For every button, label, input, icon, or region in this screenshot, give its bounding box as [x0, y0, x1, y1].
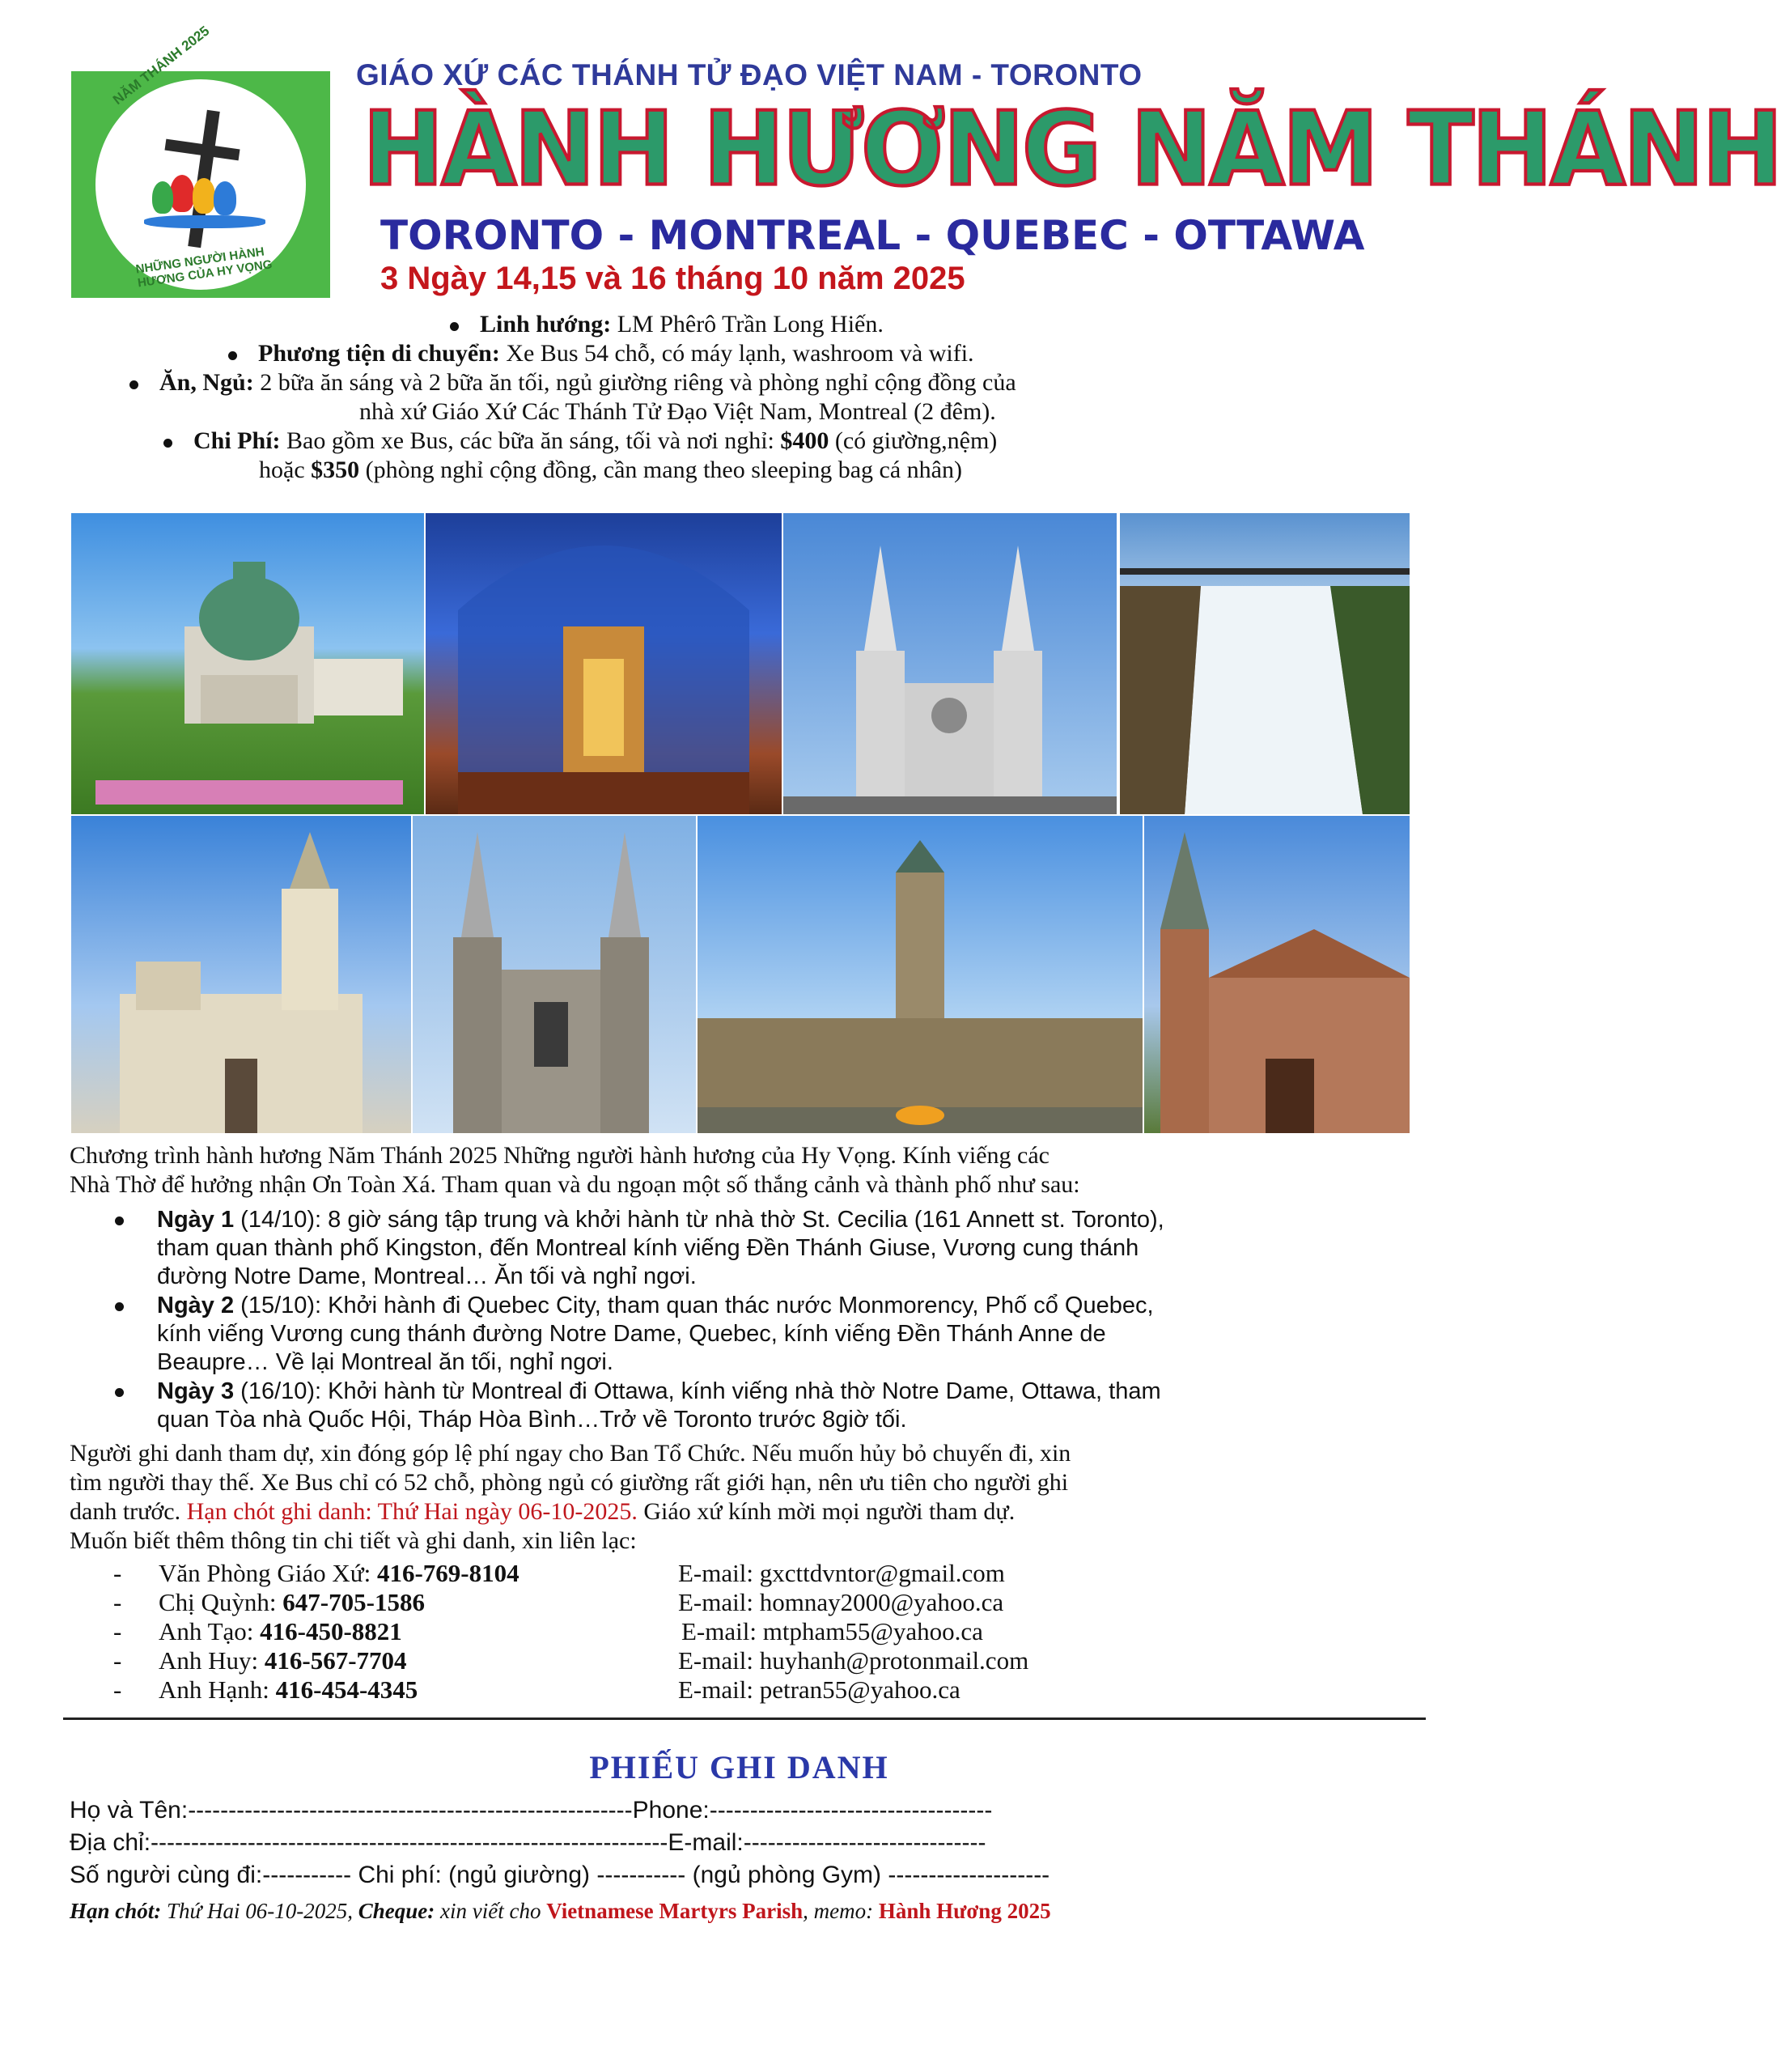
registration-text: danh trước. [70, 1498, 187, 1525]
footer-payment-note [70, 1899, 1051, 1924]
info-cost-line2 [259, 456, 962, 485]
contact-name: Anh Hạnh: [159, 1675, 276, 1704]
info-item-cost [163, 427, 997, 456]
quebec-basilica-illustration [71, 816, 411, 1133]
day-text: Beaupre… Về lại Montreal ăn tối, nghỉ ngơi. [157, 1349, 613, 1375]
day-label: Ngày 2 [157, 1293, 235, 1318]
divider [63, 1717, 1426, 1720]
contact-email: E-mail: huyhanh@protonmail.com [678, 1646, 1029, 1675]
photo-sainte-anne-de-beaupre [783, 513, 1117, 814]
form-attendees-cost-line[interactable]: Số người cùng đi:----------- Chi phí: (ngủ giường) ----------- (ngủ phòng Gym) -------------------- [70, 1862, 1050, 1888]
intro-line: Nhà Thờ để hưởng nhận Ơn Toàn Xá. Tham quan và du ngoạn một số thắng cảnh và thành phố như sau: [70, 1171, 1080, 1198]
oratory-illustration [71, 513, 424, 814]
contact-name: Anh Huy: [159, 1646, 265, 1675]
form-title: PHIẾU GHI DANH [589, 1749, 889, 1785]
registration-line [70, 1497, 1015, 1526]
form-address-email-line[interactable]: Địa chỉ:----------------------------------------------------------------E-mail:------------------------------ [70, 1829, 986, 1856]
info-text: Bao gồm xe Bus, các bữa ăn sáng, tối và nơi nghỉ: [280, 427, 781, 454]
info-label: Linh hướng: [480, 311, 612, 338]
jubilee-logo [71, 23, 330, 298]
logo-ring-bottom-text: NHỮNG NGƯỜI HÀNH HƯƠNG CỦA HY VỌNG [134, 244, 274, 291]
registration-line: tìm người thay thế. Xe Bus chỉ có 52 chỗ, phòng ngủ có giường rất giới hạn, nên ưu tiên cho người ghi [70, 1469, 1069, 1496]
contact-row: - [113, 1617, 122, 1645]
info-label: Chi Phí: [193, 427, 281, 454]
registration-line: Muốn biết thêm thông tin chi tiết và ghi danh, xin liên lạc: [70, 1527, 637, 1554]
bullet-icon [115, 1388, 124, 1397]
info-item-spiritual-director [450, 310, 884, 339]
photo-notre-dame-quebec [71, 816, 411, 1133]
contact-name-phone [159, 1559, 519, 1588]
photo-saint-joseph-oratory [71, 513, 424, 814]
bullet-icon [450, 322, 459, 331]
trip-dates: 3 Ngày 14,15 và 16 tháng 10 năm 2025 [380, 261, 965, 296]
bullet-icon [129, 380, 138, 389]
photo-notre-dame-ottawa [413, 816, 696, 1133]
contact-email: E-mail: petran55@yahoo.ca [678, 1675, 960, 1704]
bullet-icon [115, 1216, 124, 1225]
cities-subtitle: TORONTO - MONTREAL - QUEBEC - OTTAWA [380, 212, 1365, 259]
itinerary-day-3 [157, 1378, 1161, 1434]
info-label: Ăn, Ngủ: [159, 369, 254, 396]
contact-phone: 416-450-8821 [260, 1617, 402, 1645]
footer-memo: Hành Hương 2025 [878, 1899, 1051, 1923]
info-text: 2 bữa ăn sáng và 2 bữa ăn tối, ngủ giường riêng và phòng nghỉ cộng đồng của [253, 369, 1016, 396]
contact-name: Chị Quỳnh: [159, 1588, 283, 1616]
day-text: đường Notre Dame, Montreal… Ăn tối và nghỉ ngơi. [157, 1263, 697, 1289]
itinerary-day-1 [157, 1206, 1164, 1291]
church-illustration [1144, 816, 1410, 1133]
photo-montmorency-falls [1120, 513, 1410, 814]
day-text: kính viếng Vương cung thánh đường Notre Dame, Quebec, kính viếng Đền Thánh Anne de [157, 1321, 1106, 1347]
info-item-meals-lodging [129, 368, 1016, 397]
contact-row: - [113, 1588, 122, 1616]
day-label: Ngày 1 [157, 1207, 235, 1233]
contact-row: - [113, 1675, 122, 1704]
registration-deadline: Hạn chót ghi danh: Thứ Hai ngày 06-10-2025. [186, 1498, 638, 1525]
info-text: (phòng nghỉ cộng đồng, cần mang theo sleeping bag cá nhân) [359, 456, 962, 483]
intro-line: Chương trình hành hương Năm Thánh 2025 Những người hành hương của Hy Vọng. Kính viếng các [70, 1142, 1050, 1169]
pilgrim-figure-icon [152, 181, 173, 214]
contact-email: E-mail: gxcttdvntor@gmail.com [678, 1559, 1005, 1587]
itinerary-day-2 [157, 1292, 1154, 1377]
photo-church-montreal [1144, 816, 1410, 1133]
form-name-phone-line[interactable]: Họ và Tên:-------------------------------------------------------Phone:----------------------------------- [70, 1797, 993, 1824]
day-text: (14/10): 8 giờ sáng tập trung và khởi hành từ nhà thờ St. Cecilia (161 Annett st. Toronto), [234, 1207, 1164, 1233]
price-gym: $350 [311, 456, 360, 483]
footer-text: xin viết cho [435, 1899, 547, 1923]
bullet-icon [228, 351, 237, 360]
pilgrim-figure-icon [193, 178, 215, 214]
parliament-illustration [698, 816, 1143, 1133]
basilica-illustration [783, 513, 1117, 814]
info-line2: nhà xứ Giáo Xứ Các Thánh Tử Đạo Việt Nam, Montreal (2 đêm). [359, 398, 996, 425]
ottawa-cathedral-illustration [413, 816, 696, 1133]
contact-row: - [113, 1559, 122, 1587]
day-text: (16/10): Khởi hành từ Montreal đi Ottawa, kính viếng nhà thờ Notre Dame, Ottawa, tham [234, 1378, 1161, 1404]
contact-name: Anh Tạo: [159, 1617, 261, 1645]
footer-deadline-label: Hạn chót: [70, 1899, 162, 1923]
contact-name-phone [159, 1588, 425, 1617]
price-bed: $400 [780, 427, 829, 454]
contact-email: E-mail: homnay2000@yahoo.ca [678, 1588, 1004, 1616]
wave-icon [144, 215, 265, 228]
bullet-icon [163, 439, 172, 448]
day-label: Ngày 3 [157, 1378, 235, 1404]
footer-text: , memo: [803, 1899, 879, 1923]
footer-payee: Vietnamese Martyrs Parish [546, 1899, 804, 1923]
pilgrim-figure-icon [170, 175, 194, 212]
contact-phone: 416-769-8104 [376, 1559, 519, 1587]
registration-line: Người ghi danh tham dự, xin đóng góp lệ phí ngay cho Ban Tổ Chức. Nếu muốn hủy bỏ chuyến đi, xin [70, 1440, 1071, 1467]
contact-name-phone [159, 1675, 418, 1705]
footer-text: Thứ Hai 06-10-2025, [161, 1899, 358, 1923]
photo-parliament-hill [698, 816, 1143, 1133]
info-text: (có giường,nệm) [829, 427, 998, 454]
contact-phone: 416-454-4345 [275, 1675, 418, 1704]
bullet-icon [115, 1302, 124, 1311]
contact-name: Văn Phòng Giáo Xứ: [159, 1559, 377, 1587]
contact-name-phone [159, 1646, 407, 1675]
photo-notre-dame-montreal-interior [426, 513, 782, 814]
info-text: LM Phêrô Trần Long Hiến. [611, 311, 884, 338]
basilica-interior-illustration [426, 513, 782, 814]
registration-text: Giáo xứ kính mời mọi người tham dự. [637, 1498, 1016, 1525]
info-item-transport [228, 339, 974, 368]
info-text: Xe Bus 54 chỗ, có máy lạnh, washroom và wifi. [499, 340, 974, 367]
day-text: (15/10): Khởi hành đi Quebec City, tham quan thác nước Monmorency, Phố cổ Quebec, [234, 1293, 1154, 1318]
info-text: hoặc [259, 456, 312, 483]
pilgrim-figure-icon [214, 181, 236, 215]
info-label: Phương tiện di chuyển: [258, 340, 500, 367]
contact-phone: 647-705-1586 [282, 1588, 425, 1616]
contact-row: - [113, 1646, 122, 1675]
footer-cheque-label: Cheque: [358, 1899, 435, 1923]
contact-phone: 416-567-7704 [264, 1646, 407, 1675]
parish-name: GIÁO XỨ CÁC THÁNH TỬ ĐẠO VIỆT NAM - TORONTO [356, 58, 1143, 91]
day-text: tham quan thành phố Kingston, đến Montreal kính viếng Đền Thánh Giuse, Vương cung thánh [157, 1235, 1139, 1261]
logo-ring-top-text: NĂM THÁNH 2025 [110, 23, 213, 108]
day-text: quan Tòa nhà Quốc Hội, Tháp Hòa Bình…Trở về Toronto trước 8giờ tối. [157, 1407, 907, 1433]
contact-email: E-mail: mtpham55@yahoo.ca [681, 1617, 983, 1645]
contact-name-phone [159, 1617, 402, 1646]
page-title: HÀNH HƯƠNG NĂM THÁNH [363, 91, 1781, 209]
waterfall-illustration [1120, 513, 1410, 814]
